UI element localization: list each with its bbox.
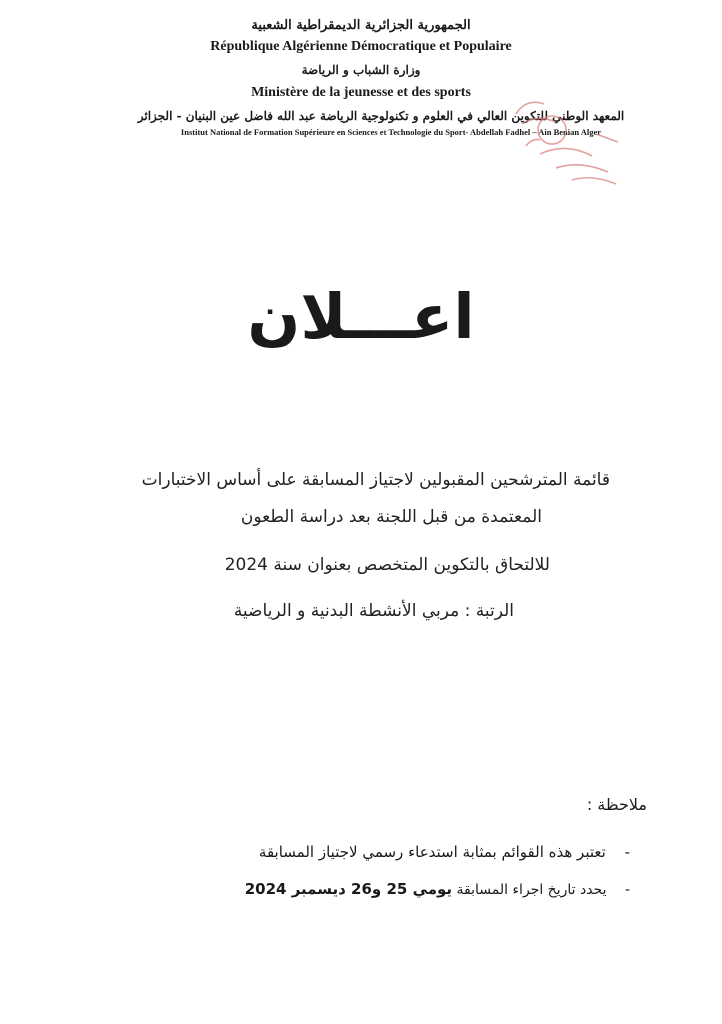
institute-name-ar: المعهد الوطني للتكوين العالي في العلوم و تكنولوجية الرياضة عبد الله فاضل عين البنيان - الجزائر xyxy=(137,109,625,123)
exam-dates: يومي 25 و26 ديسمبر 2024 xyxy=(244,880,453,898)
republic-name-fr: République Algérienne Démocratique et Populaire xyxy=(210,39,512,54)
rank-line: الرتبة : مربي الأنشطة البدنية و الرياضية xyxy=(233,601,514,621)
note-item-official-summons xyxy=(259,843,630,861)
note-item-exam-date xyxy=(245,880,630,898)
ministry-name-fr: Ministère de la jeunesse et des sports xyxy=(251,85,471,100)
note-text: يحدد تاريخ اجراء المسابقة xyxy=(456,882,607,898)
institute-name-fr: Institut National de Formation Supérieure en Sciences et Technologie du Sport- Abdellah Fadhel – Ain Benian Alger xyxy=(180,127,602,137)
list-description-line-1: قائمة المترشحين المقبولين لاجتياز المسابقة على أساس الاختبارات xyxy=(141,470,610,490)
notes-heading: ملاحظة : xyxy=(586,795,647,814)
note-text: تعتبر هذه القوائم بمثابة استدعاء رسمي لاجتياز المسابقة xyxy=(258,843,606,861)
republic-name-ar: الجمهورية الجزائرية الديمقراطية الشعبية xyxy=(251,18,471,33)
bullet-dash: - xyxy=(624,882,630,898)
training-year-line: للالتحاق بالتكوين المتخصص بعنوان سنة 2024 xyxy=(224,555,550,575)
official-stamp-icon xyxy=(496,94,636,192)
bullet-dash: - xyxy=(624,843,630,861)
ministry-name-ar: وزارة الشباب و الرياضة xyxy=(301,63,421,77)
announcement-title: اعـــلان xyxy=(247,280,475,353)
list-description-line-2: المعتمدة من قبل اللجنة بعد دراسة الطعون xyxy=(240,507,542,527)
